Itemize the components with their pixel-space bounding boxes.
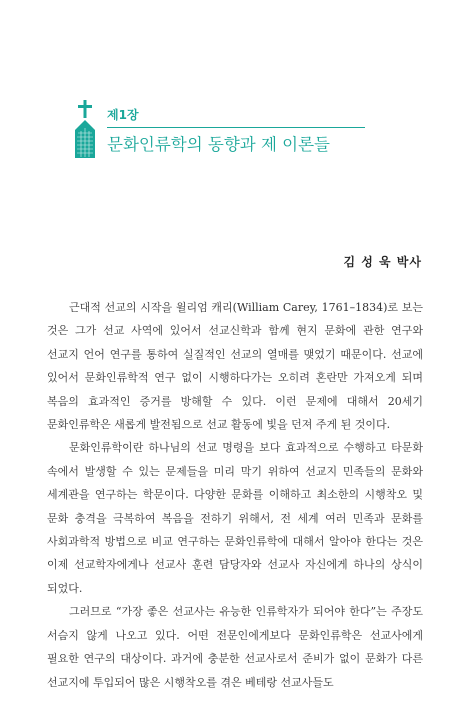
body-text xyxy=(47,296,423,694)
paragraph-3: 그러므로 “가장 좋은 선교사는 유능한 인류학자가 되어야 한다”는 주장도 서슴지 않게 나오고 있다. 어떤 전문인에게보다 문화인류학은 선교사에게 필요한 연구의 대상이다. 과거에 충분한 선교사로서 준비가 없이 문화가 다른 선교지에 투입되어 많은 시행착오를 겪은 베테랑 선교사들도 xyxy=(47,605,423,689)
chapter-title: 문화인류학의 동향과 제 이론들 xyxy=(107,135,330,154)
paragraph-1: 근대적 선교의 시작을 윌리엄 캐리(William Carey, 1761–1834)로 보는 것은 그가 선교 사역에 있어서 선교신학과 함께 현지 문화에 관한 연구와 선교지 언어 연구를 통하여 실질적인 선교의 열매를 맺었기 때문이다. 선교에 있어서 문화인류학적 연구 없이 시행하다가는 오히려 혼란만 가져오게 되며 복음의 효과적인 증거를 방해할 수 있다. 이런 문제에 대해서 20세기 문화인류학은 새롭게 발전됨으로 선교 활동에 빛을 던져 주게 된 것이다. xyxy=(47,301,423,432)
author-name: 김 성 욱 박사 xyxy=(343,255,422,269)
chapter-number: 제1장 xyxy=(107,108,139,122)
chapter-divider xyxy=(107,127,365,128)
chapter-heading xyxy=(72,100,402,160)
paragraph-2: 문화인류학이란 하나님의 선교 명령을 보다 효과적으로 수행하고 타문화 속에서 발생할 수 있는 문제들을 미리 막기 위하여 선교지 민족들의 문화와 세계관을 연구하는 학문이다. 다양한 문화를 이해하고 최소한의 시행착오 및 문화 충격을 극복하여 복음을 전하기 위해서, 전 세계 여러 민족과 문화를 사회과학적 방법으로 비교 연구하는 문화인류학에 대해서 알아야 한다는 것은 이제 선교학자에게나 선교사 훈련 담당자와 선교사 자신에게 하나의 상식이 되었다. xyxy=(47,441,423,595)
church-cross-icon xyxy=(72,100,98,158)
